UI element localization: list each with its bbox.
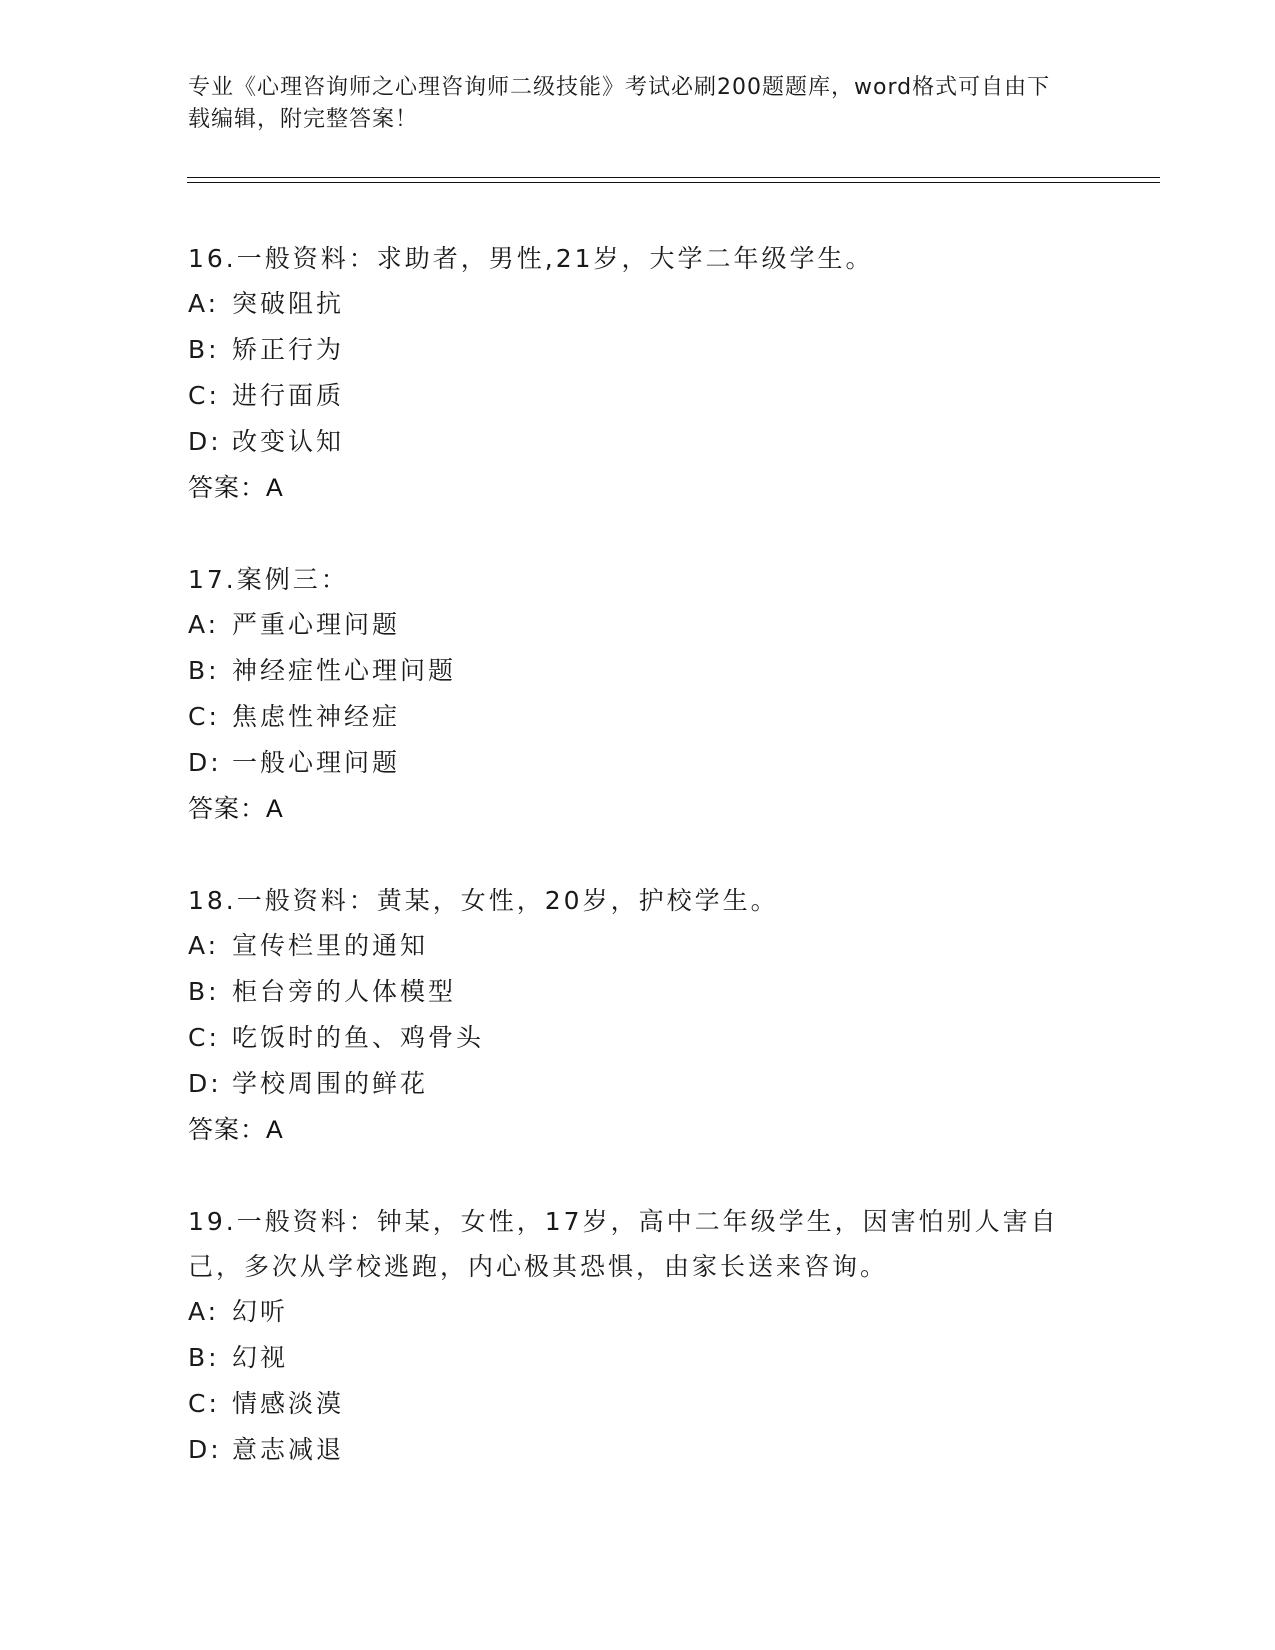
option-letter: D:	[188, 1069, 222, 1098]
option-text: 学校周围的鲜花	[232, 1069, 429, 1098]
option-text: 宣传栏里的通知	[232, 931, 429, 960]
option-text: 改变认知	[232, 427, 345, 456]
question-stem: 17.案例三：	[188, 565, 349, 594]
option-d	[188, 740, 1088, 786]
question-stem: 18.一般资料：黄某，女性，20岁，护校学生。	[188, 886, 779, 915]
option-text: 一般心理问题	[232, 748, 401, 777]
option-a	[188, 1289, 1088, 1335]
option-d	[188, 1061, 1088, 1107]
header-divider-bottom	[187, 182, 1160, 183]
option-c	[188, 1015, 1088, 1061]
option-text: 意志减退	[232, 1435, 345, 1464]
option-b	[188, 648, 1088, 694]
option-letter: D:	[188, 1435, 222, 1464]
option-letter: C:	[188, 381, 220, 410]
option-a	[188, 602, 1088, 648]
question-stem: 16.一般资料：求助者，男性,21岁，大学二年级学生。	[188, 244, 874, 273]
option-letter: C:	[188, 1389, 220, 1418]
document-header: 专业《心理咨询师之心理咨询师二级技能》考试必刷200题题库，word格式可自由下载编辑，附完整答案！	[188, 75, 1051, 132]
option-letter: C:	[188, 702, 220, 731]
option-letter: C:	[188, 1023, 220, 1052]
option-text: 突破阻抗	[232, 289, 345, 318]
header-divider-top	[187, 177, 1160, 178]
option-d	[188, 419, 1088, 465]
option-text: 矫正行为	[232, 335, 345, 364]
option-d	[188, 1427, 1088, 1473]
option-text: 严重心理问题	[232, 610, 401, 639]
option-letter: B:	[188, 1343, 220, 1372]
option-text: 幻视	[232, 1343, 289, 1372]
option-b	[188, 327, 1088, 373]
option-text: 幻听	[232, 1297, 289, 1326]
question-17	[188, 557, 1088, 832]
option-text: 进行面质	[232, 381, 345, 410]
option-b	[188, 1335, 1088, 1381]
option-letter: B:	[188, 977, 220, 1006]
option-letter: A:	[188, 1297, 220, 1326]
option-letter: B:	[188, 656, 220, 685]
option-a	[188, 923, 1088, 969]
question-16	[188, 236, 1088, 511]
option-c	[188, 1381, 1088, 1427]
option-text: 神经症性心理问题	[232, 656, 457, 685]
question-18	[188, 878, 1088, 1153]
option-a	[188, 281, 1088, 327]
question-stem: 19.一般资料：钟某，女性，17岁，高中二年级学生，因害怕别人害自己，多次从学校逃跑，内心极其恐惧，由家长送来咨询。	[188, 1207, 1059, 1281]
option-text: 柜台旁的人体模型	[232, 977, 457, 1006]
option-letter: A:	[188, 289, 220, 318]
question-19	[188, 1199, 1088, 1473]
option-letter: D:	[188, 748, 222, 777]
answer-line: 答案：A	[188, 1116, 284, 1144]
option-letter: A:	[188, 610, 220, 639]
option-text: 吃饭时的鱼、鸡骨头	[232, 1023, 485, 1052]
option-letter: D:	[188, 427, 222, 456]
option-text: 焦虑性神经症	[232, 702, 401, 731]
option-c	[188, 694, 1088, 740]
option-b	[188, 969, 1088, 1015]
answer-line: 答案：A	[188, 795, 284, 823]
option-letter: A:	[188, 931, 220, 960]
answer-line: 答案：A	[188, 474, 284, 502]
option-text: 情感淡漠	[232, 1389, 345, 1418]
option-c	[188, 373, 1088, 419]
option-letter: B:	[188, 335, 220, 364]
